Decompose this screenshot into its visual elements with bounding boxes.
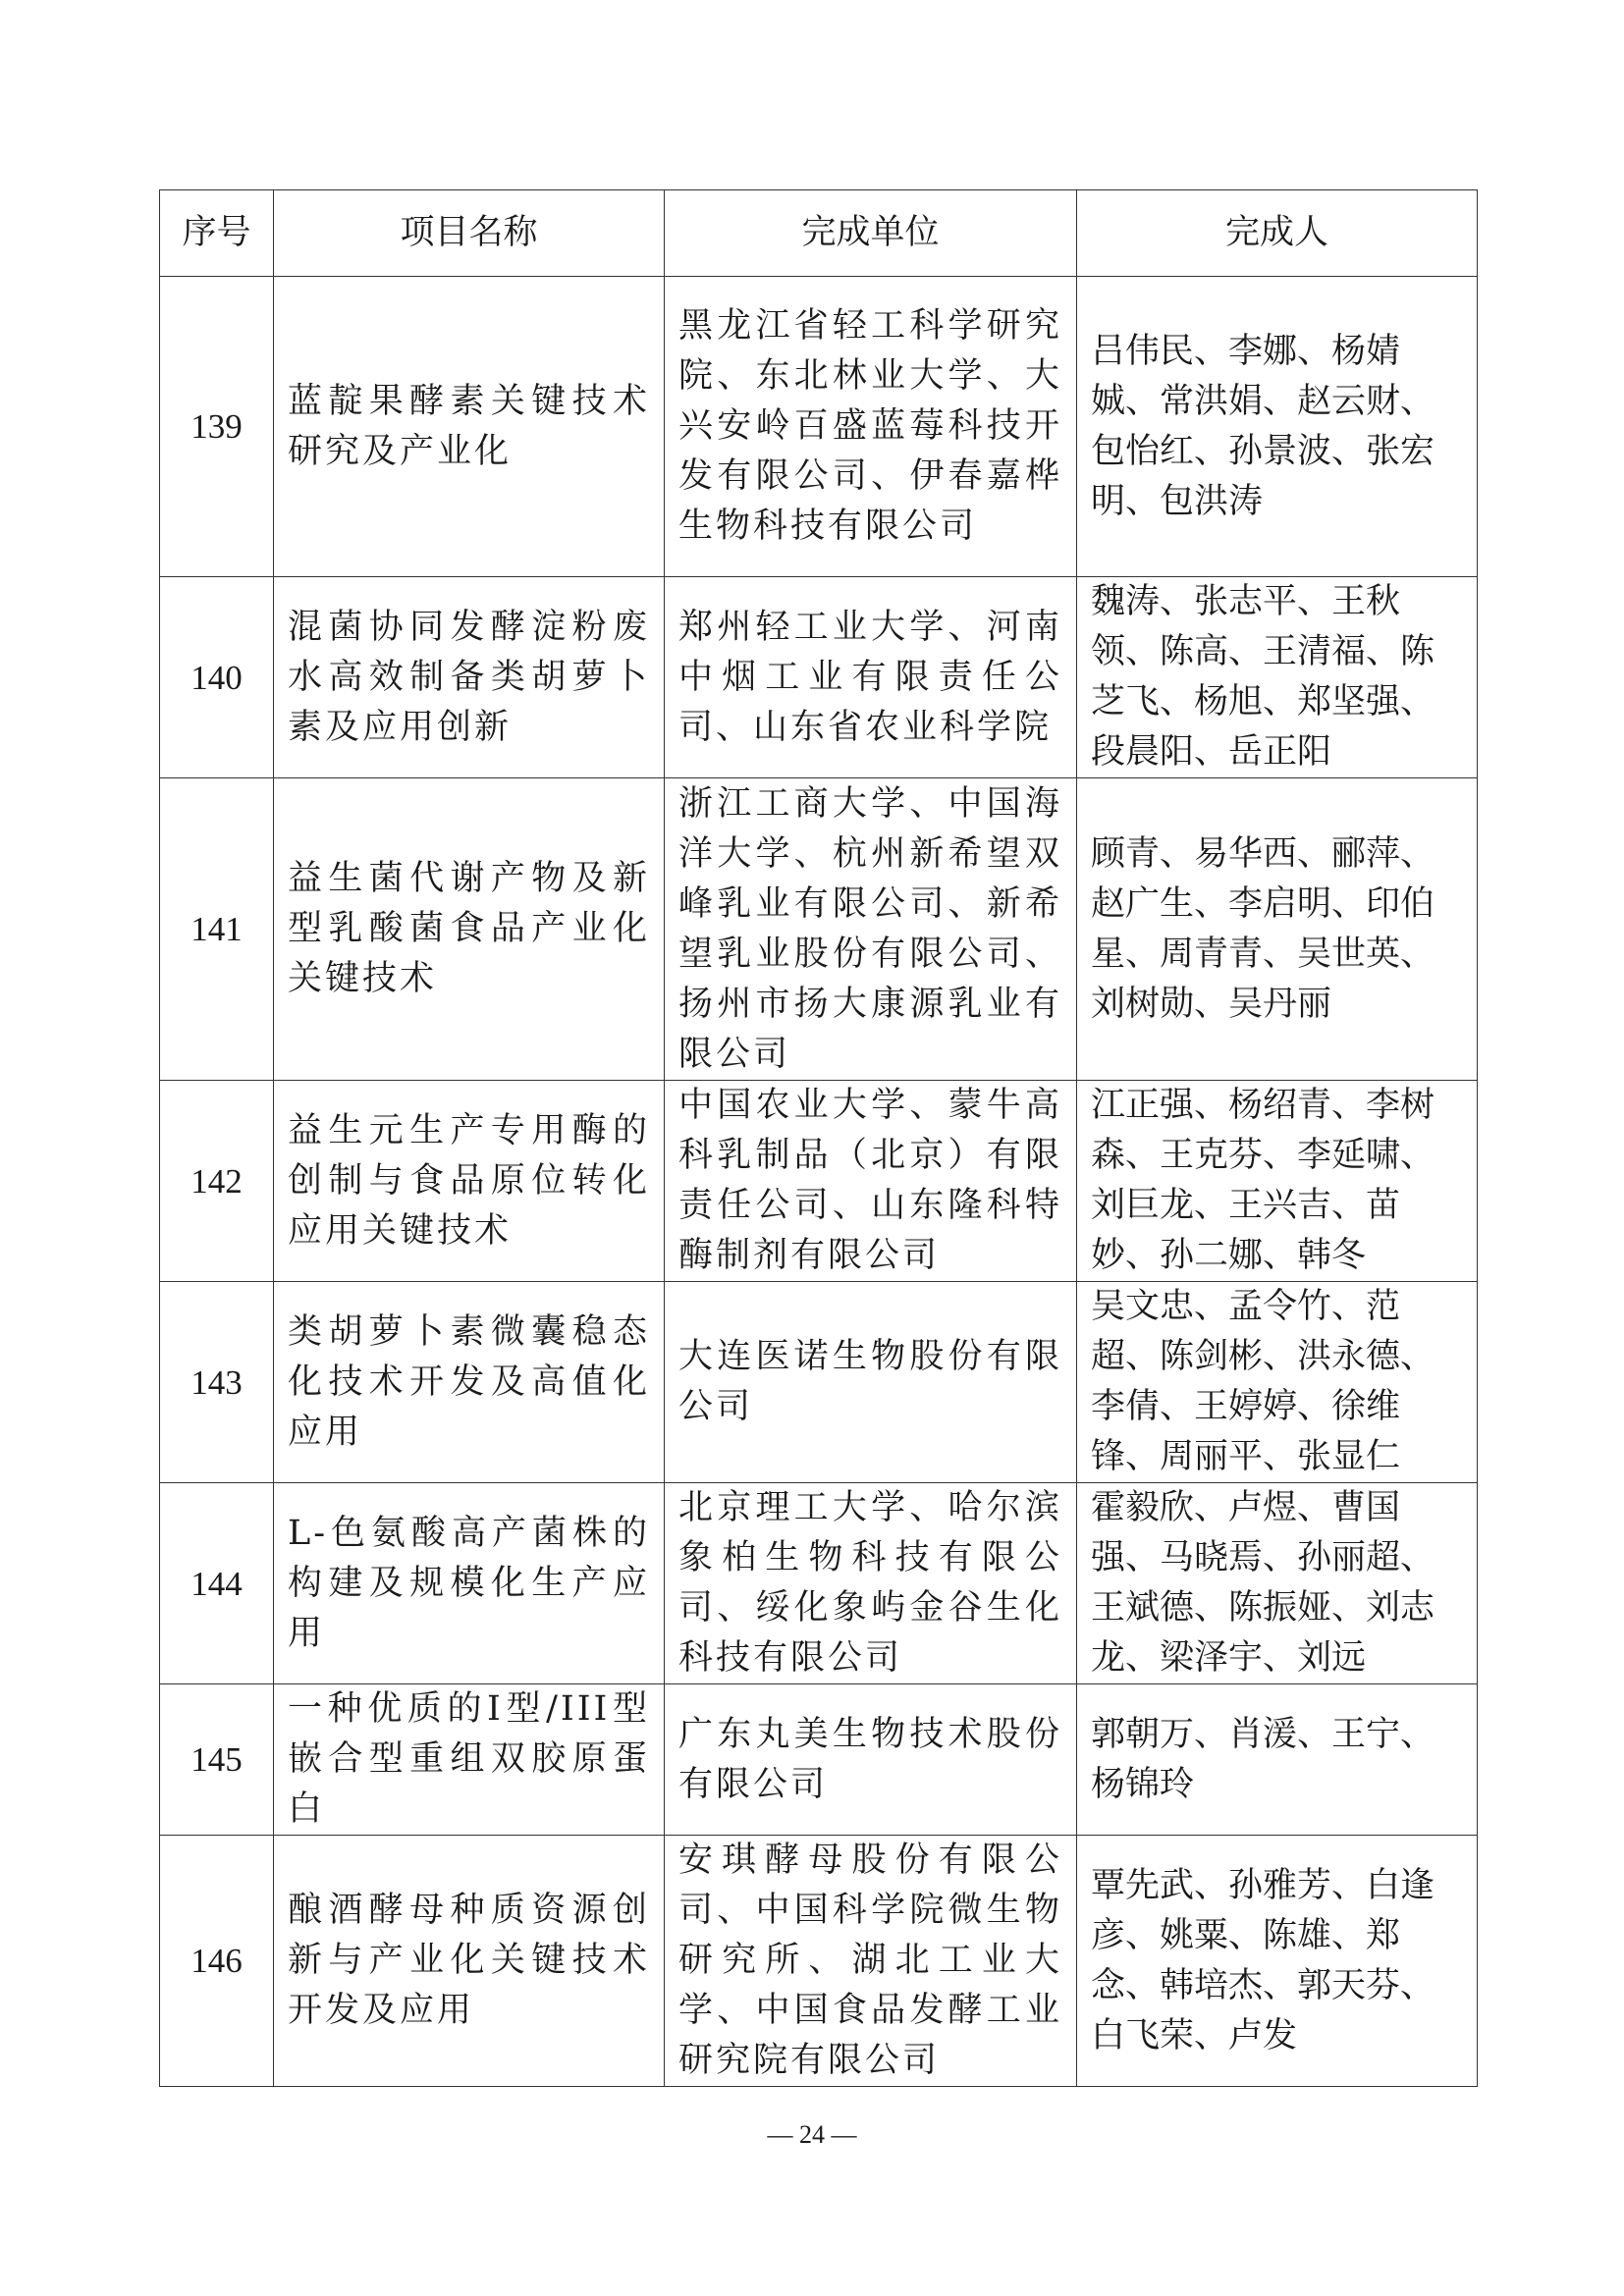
row-project-name: 类胡萝卜素微囊稳态化技术开发及高值化应用 bbox=[274, 1282, 665, 1483]
row-completing-persons: 吴文忠、孟令竹、范超、陈剑彬、洪永德、李倩、王婷婷、徐维锋、周丽平、张显仁 bbox=[1077, 1282, 1478, 1483]
row-serial-number: 144 bbox=[160, 1483, 274, 1684]
table-row bbox=[160, 1836, 1478, 2087]
row-completing-persons: 郭朝万、肖湲、王宁、杨锦玲 bbox=[1077, 1684, 1478, 1836]
awards-table bbox=[159, 189, 1478, 2087]
row-project-name: 混菌协同发酵淀粉废水高效制备类胡萝卜素及应用创新 bbox=[274, 577, 665, 778]
table-header-row bbox=[160, 190, 1478, 277]
header-serial-number: 序号 bbox=[160, 190, 274, 277]
row-completing-unit: 中国农业大学、蒙牛高科乳制品（北京）有限责任公司、山东隆科特酶制剂有限公司 bbox=[665, 1081, 1077, 1282]
row-completing-persons: 霍毅欣、卢煜、曹国强、马晓焉、孙丽超、王斌德、陈振娅、刘志龙、梁泽宇、刘远 bbox=[1077, 1483, 1478, 1684]
page-number: — 24 — bbox=[767, 2120, 857, 2149]
row-project-name: 蓝靛果酵素关键技术研究及产业化 bbox=[274, 277, 665, 577]
row-completing-unit: 大连医诺生物股份有限公司 bbox=[665, 1282, 1077, 1483]
row-serial-number: 146 bbox=[160, 1836, 274, 2087]
row-completing-persons: 江正强、杨绍青、李树森、王克芬、李延啸、刘巨龙、王兴吉、苗妙、孙二娜、韩冬 bbox=[1077, 1081, 1478, 1282]
table-row bbox=[160, 1684, 1478, 1836]
row-project-name: 益生菌代谢产物及新型乳酸菌食品产业化关键技术 bbox=[274, 778, 665, 1081]
row-serial-number: 141 bbox=[160, 778, 274, 1081]
row-project-name: L-色氨酸高产菌株的构建及规模化生产应用 bbox=[274, 1483, 665, 1684]
row-completing-unit: 郑州轻工业大学、河南中烟工业有限责任公司、山东省农业科学院 bbox=[665, 577, 1077, 778]
row-completing-persons: 吕伟民、李娜、杨婧娍、常洪娟、赵云财、包怡红、孙景波、张宏明、包洪涛 bbox=[1077, 277, 1478, 577]
row-completing-persons: 魏涛、张志平、王秋领、陈高、王清福、陈芝飞、杨旭、郑坚强、段晨阳、岳正阳 bbox=[1077, 577, 1478, 778]
row-serial-number: 145 bbox=[160, 1684, 274, 1836]
row-serial-number: 143 bbox=[160, 1282, 274, 1483]
row-serial-number: 140 bbox=[160, 577, 274, 778]
row-serial-number: 139 bbox=[160, 277, 274, 577]
row-completing-unit: 黑龙江省轻工科学研究院、东北林业大学、大兴安岭百盛蓝莓科技开发有限公司、伊春嘉桦生物科技有限公司 bbox=[665, 277, 1077, 577]
row-project-name: 一种优质的I型/III型嵌合型重组双胶原蛋白 bbox=[274, 1684, 665, 1836]
table-row bbox=[160, 1483, 1478, 1684]
row-completing-unit: 安琪酵母股份有限公司、中国科学院微生物研究所、湖北工业大学、中国食品发酵工业研究院有限公司 bbox=[665, 1836, 1077, 2087]
header-project-name: 项目名称 bbox=[274, 190, 665, 277]
row-completing-unit: 北京理工大学、哈尔滨象柏生物科技有限公司、绥化象屿金谷生化科技有限公司 bbox=[665, 1483, 1077, 1684]
row-completing-unit: 广东丸美生物技术股份有限公司 bbox=[665, 1684, 1077, 1836]
row-completing-persons: 顾青、易华西、郦萍、赵广生、李启明、印伯星、周青青、吴世英、刘树勋、吴丹丽 bbox=[1077, 778, 1478, 1081]
table-row bbox=[160, 1282, 1478, 1483]
table-row bbox=[160, 277, 1478, 577]
table-row bbox=[160, 1081, 1478, 1282]
header-completing-unit: 完成单位 bbox=[665, 190, 1077, 277]
row-completing-persons: 覃先武、孙雅芳、白逢彦、姚粟、陈雄、郑念、韩培杰、郭天芬、白飞荣、卢发 bbox=[1077, 1836, 1478, 2087]
table-row bbox=[160, 577, 1478, 778]
table-row bbox=[160, 778, 1478, 1081]
row-project-name: 酿酒酵母种质资源创新与产业化关键技术开发及应用 bbox=[274, 1836, 665, 2087]
row-serial-number: 142 bbox=[160, 1081, 274, 1282]
row-completing-unit: 浙江工商大学、中国海洋大学、杭州新希望双峰乳业有限公司、新希望乳业股份有限公司、扬州市扬大康源乳业有限公司 bbox=[665, 778, 1077, 1081]
row-project-name: 益生元生产专用酶的创制与食品原位转化应用关键技术 bbox=[274, 1081, 665, 1282]
header-completing-persons: 完成人 bbox=[1077, 190, 1478, 277]
